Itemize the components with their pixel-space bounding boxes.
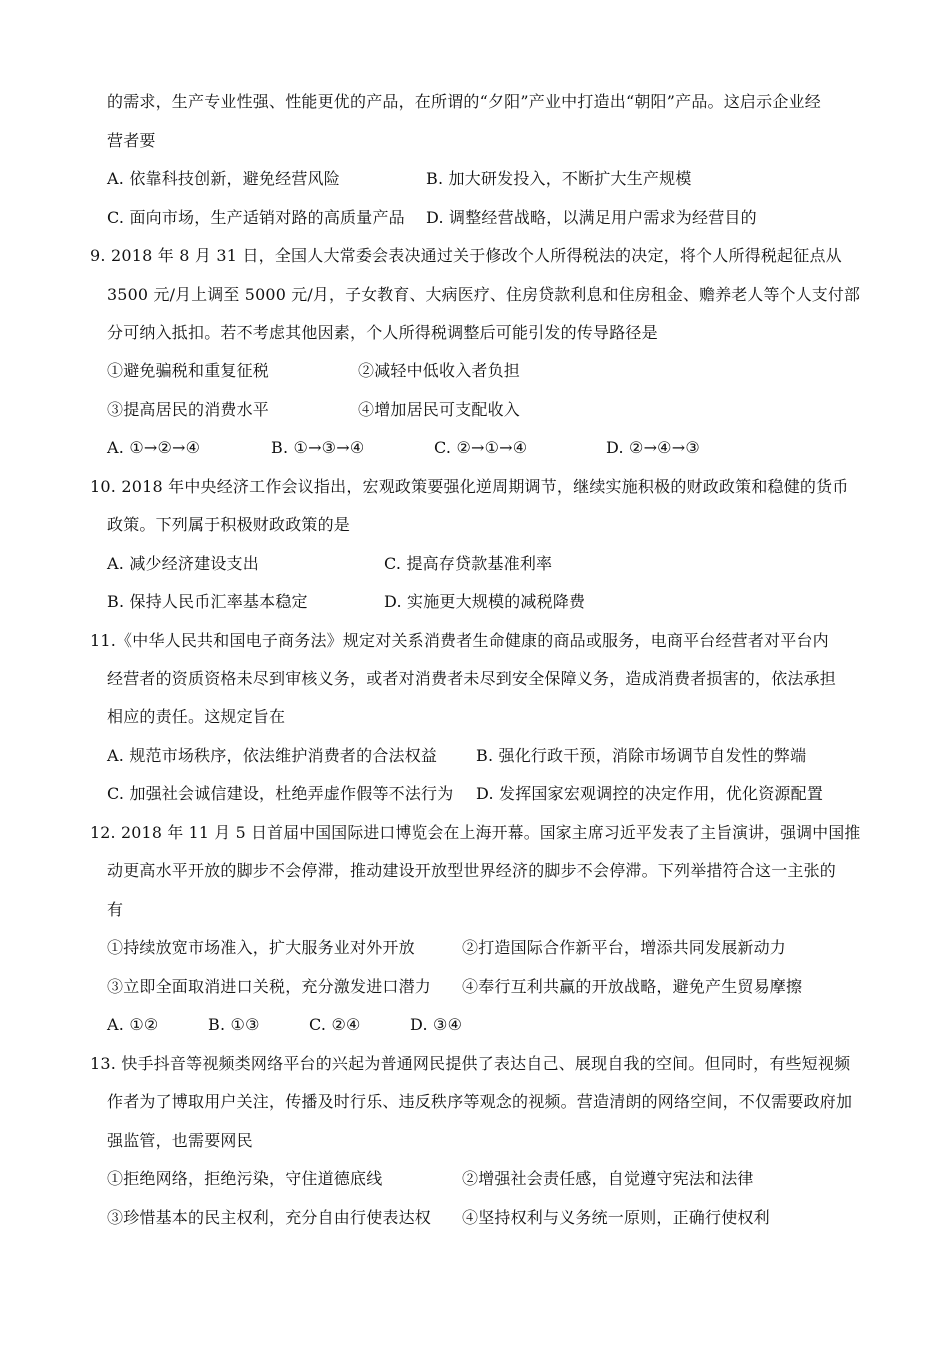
q9-option-b: B. ①→③→④ xyxy=(271,438,365,457)
q12-stem-line-2: 动更高水平开放的脚步不会停滞，推动建设开放型世界经济的脚步不会停滞。下列举措符合这一主张的 xyxy=(107,861,837,880)
q13-stem-line-1: 13. 快手抖音等视频类网络平台的兴起为普通网民提供了表达自己、展现自我的空间。但同时，有些短视频 xyxy=(90,1054,851,1073)
q10-stem-line-1: 10. 2018 年中央经济工作会议指出，宏观政策要强化逆周期调节，继续实施积极的财政政策和稳健的货币 xyxy=(90,477,849,496)
q12-option-a: A. ①② xyxy=(107,1015,159,1034)
q12-item-4: ④奉行互利共赢的开放战略，避免产生贸易摩擦 xyxy=(462,977,803,996)
q9-stem-line-2: 3500 元/月上调至 5000 元/月，子女教育、大病医疗、住房贷款利息和住房租金、赡养老人等个人支付部 xyxy=(107,285,861,304)
q9-item-3: ③提高居民的消费水平 xyxy=(107,400,270,419)
q9-item-2: ②减轻中低收入者负担 xyxy=(358,361,521,380)
q10-option-c: C. 提高存贷款基准利率 xyxy=(384,554,553,573)
q10-option-d: D. 实施更大规模的减税降费 xyxy=(384,592,586,611)
q12-item-1: ①持续放宽市场准入，扩大服务业对外开放 xyxy=(107,938,415,957)
q12-item-2: ②打造国际合作新平台，增添共同发展新动力 xyxy=(462,938,787,957)
q11-stem-line-2: 经营者的资质资格未尽到审核义务，或者对消费者未尽到安全保障义务，造成消费者损害的，依法承担 xyxy=(107,669,837,688)
q10-option-b: B. 保持人民币汇率基本稳定 xyxy=(107,592,308,611)
q9-item-1: ①避免骗税和重复征税 xyxy=(107,361,270,380)
q13-stem-line-2: 作者为了博取用户关注，传播及时行乐、违反秩序等观念的视频。营造清朗的网络空间，不仅需要政府加 xyxy=(107,1092,853,1111)
q11-option-a: A. 规范市场秩序，依法维护消费者的合法权益 xyxy=(107,746,438,765)
q12-stem-line-3: 有 xyxy=(107,900,124,919)
q11-option-b: B. 强化行政干预，消除市场调节自发性的弊端 xyxy=(476,746,807,765)
q12-option-c: C. ②④ xyxy=(309,1015,361,1034)
q8-option-d: D. 调整经营战略，以满足用户需求为经营目的 xyxy=(426,208,757,227)
q9-item-4: ④增加居民可支配收入 xyxy=(358,400,521,419)
q11-option-d: D. 发挥国家宏观调控的决定作用，优化资源配置 xyxy=(476,784,824,803)
q11-option-c: C. 加强社会诚信建设，杜绝弄虚作假等不法行为 xyxy=(107,784,454,803)
q10-option-a: A. 减少经济建设支出 xyxy=(107,554,259,573)
q12-option-d: D. ③④ xyxy=(410,1015,463,1034)
q13-item-2: ②增强社会责任感，自觉遵守宪法和法律 xyxy=(462,1169,754,1188)
q9-option-d: D. ②→④→③ xyxy=(606,438,700,457)
q9-option-c: C. ②→①→④ xyxy=(434,438,528,457)
q8-option-b: B. 加大研发投入，不断扩大生产规模 xyxy=(426,169,692,188)
q8-stem-line-1: 的需求，生产专业性强、性能更优的产品，在所谓的“夕阳”产业中打造出“朝阳”产品。这启示企业经 xyxy=(107,92,821,111)
q8-option-a: A. 依靠科技创新，避免经营风险 xyxy=(107,169,340,188)
q12-item-3: ③立即全面取消进口关税，充分激发进口潜力 xyxy=(107,977,432,996)
q13-item-1: ①拒绝网络，拒绝污染，守住道德底线 xyxy=(107,1169,383,1188)
q10-stem-line-2: 政策。下列属于积极财政政策的是 xyxy=(107,515,351,534)
q12-stem-line-1: 12. 2018 年 11 月 5 日首届中国国际进口博览会在上海开幕。国家主席习近平发表了主旨演讲，强调中国推 xyxy=(90,823,861,842)
q13-item-3: ③珍惜基本的民主权利，充分自由行使表达权 xyxy=(107,1208,432,1227)
q12-option-b: B. ①③ xyxy=(208,1015,260,1034)
q11-stem-line-3: 相应的责任。这规定旨在 xyxy=(107,707,286,726)
q8-option-c: C. 面向市场，生产适销对路的高质量产品 xyxy=(107,208,405,227)
q9-stem-line-3: 分可纳入抵扣。若不考虑其他因素，个人所得税调整后可能引发的传导路径是 xyxy=(107,323,658,342)
q9-option-a: A. ①→②→④ xyxy=(107,438,201,457)
q9-stem-line-1: 9. 2018 年 8 月 31 日，全国人大常委会表决通过关于修改个人所得税法的决定，将个人所得税起征点从 xyxy=(90,246,842,265)
q11-stem-line-1: 11.《中华人民共和国电子商务法》规定对关系消费者生命健康的商品或服务，电商平台经营者对平台内 xyxy=(90,631,829,650)
q8-stem-line-2: 营者要 xyxy=(107,131,156,150)
q13-stem-line-3: 强监管，也需要网民 xyxy=(107,1131,253,1150)
q13-item-4: ④坚持权利与义务统一原则，正确行使权利 xyxy=(462,1208,770,1227)
